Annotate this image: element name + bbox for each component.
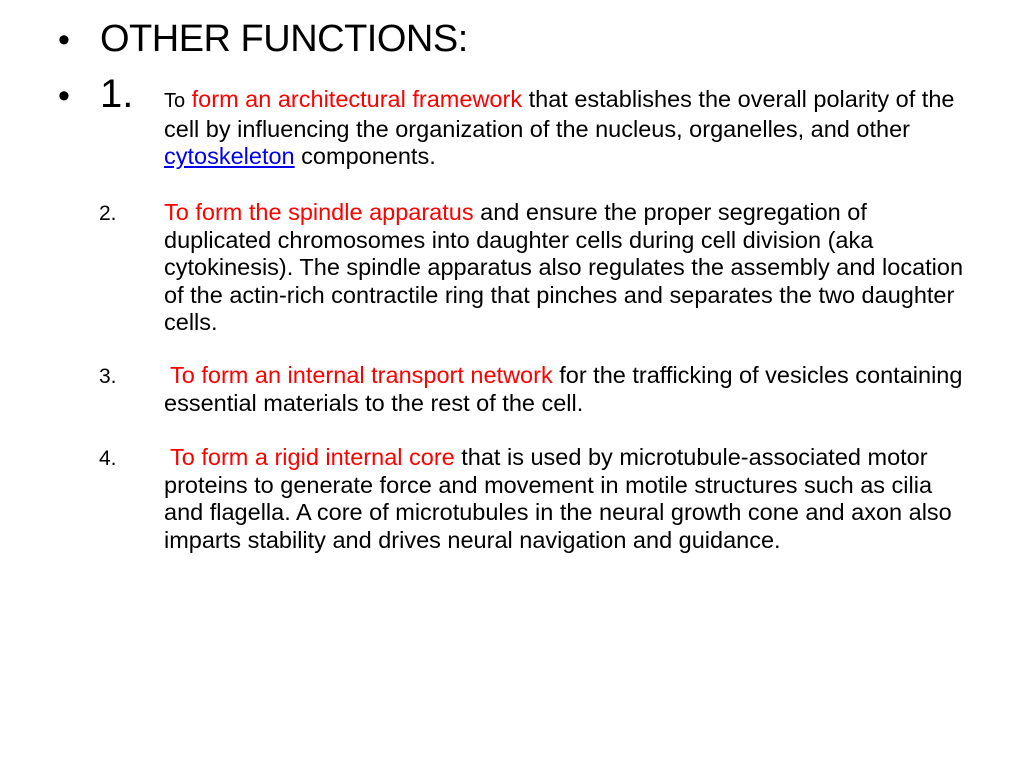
item-4-highlight: To form a rigid internal core [170,444,455,470]
item-1-body-before-link: that establishes the overall polarity of the cell by influencing the organization of the nucleus, organelles, and other [164,86,955,142]
item-2-highlight: To form the spindle apparatus [164,199,474,225]
item-2-body: and ensure the proper segregation of duplicated chromosomes into daughter cells during cell division (aka cytokinesis). The spindle apparatus also regulates the assembly and location of the actin-rich contractile ring that pinches and separates the two daughter cells. [164,199,964,335]
item-1-bullet: • [58,77,70,115]
item-2-text [164,199,974,337]
item-1-prefix: To [164,90,186,112]
item-2-number: 2. [99,202,117,225]
item-3-text [164,362,974,417]
item-1-body-after-link: components. [294,143,436,169]
item-1-marker-row [58,72,164,117]
item-1-highlight: form an architectural framework [191,86,523,112]
heading-bullet: • [58,21,70,59]
item-4-body: that is used by microtubule-associated motor proteins to generate force and movement in motile structures such as cilia and flagella. A core of microtubules in the neural growth cone and axon also imparts stability and drives neural navigation and guidance. [164,444,952,553]
item-1-text [164,86,974,171]
cytoskeleton-link[interactable]: cytoskeleton [164,143,295,169]
slide-title: OTHER FUNCTIONS: [100,18,468,60]
item-3-highlight: To form an internal transport network [170,362,553,388]
heading-row [58,18,468,61]
item-3-body: for the trafficking of vesicles containing essential materials to the rest of the cell. [164,362,963,416]
item-1-number: 1. [100,72,134,116]
item-4-text [164,444,974,554]
item-3-number: 3. [99,365,117,388]
item-4-number: 4. [99,447,117,470]
